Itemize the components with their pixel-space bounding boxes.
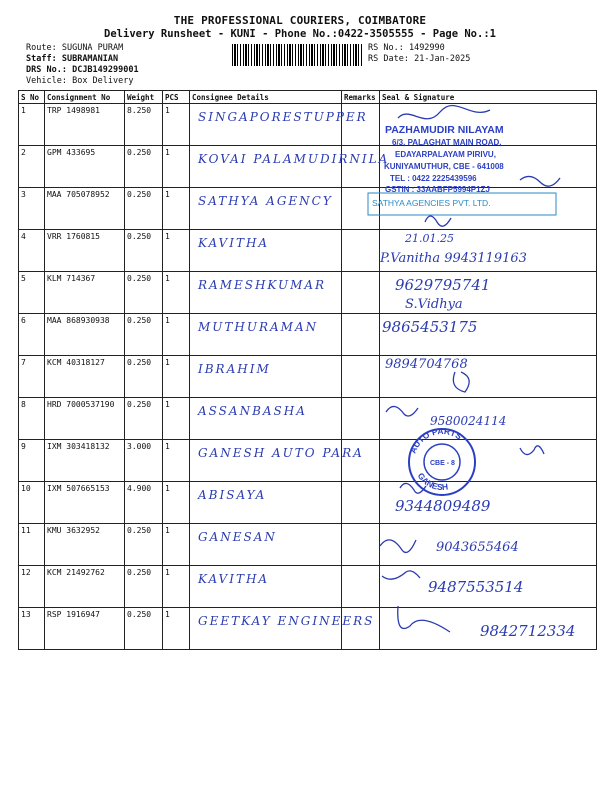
cell-weight: 0.250 xyxy=(125,230,163,272)
cell-pcs: 1 xyxy=(163,482,190,524)
cell-sno: 9 xyxy=(19,440,45,482)
drs-value: DCJB149299001 xyxy=(72,65,139,75)
consignee-handwritten: ASSANBASHA xyxy=(198,404,307,418)
rs-date-value: 21-Jan-2025 xyxy=(414,54,471,64)
rs-no-line: RS No.: 1492990 xyxy=(368,43,445,53)
cell-pcs: 1 xyxy=(163,188,190,230)
cell-pcs: 1 xyxy=(163,440,190,482)
cell-weight: 0.250 xyxy=(125,608,163,650)
hw-r5: 9629795741 xyxy=(395,276,491,294)
column-header-3: PCS xyxy=(163,91,190,104)
cell-sno: 5 xyxy=(19,272,45,314)
hw-r6: 9865453175 xyxy=(382,318,478,336)
column-header-5: Remarks xyxy=(342,91,380,104)
cell-pcs: 1 xyxy=(163,146,190,188)
cell-weight: 0.250 xyxy=(125,314,163,356)
hw-r11: 9043655464 xyxy=(436,540,519,555)
consignee-handwritten: GANESH AUTO PARA xyxy=(198,446,364,460)
rs-date-line: RS Date: 21-Jan-2025 xyxy=(368,54,471,64)
cell-pcs: 1 xyxy=(163,314,190,356)
column-header-4: Consignee Details xyxy=(190,91,342,104)
cell-cons: GPM 433695 xyxy=(45,146,125,188)
cell-pcs: 1 xyxy=(163,566,190,608)
cell-sno: 2 xyxy=(19,146,45,188)
cell-cons: IXM 507665153 xyxy=(45,482,125,524)
cell-sno: 11 xyxy=(19,524,45,566)
stamp-ganesh xyxy=(408,426,475,495)
stamp-palamudir-name: PAZHAMUDIR NILAYAM xyxy=(385,124,504,136)
stamp-palamudir-tel: TEL : 0422 2225439596 xyxy=(390,174,477,183)
cell-pcs: 1 xyxy=(163,104,190,146)
hw-r8: 9580024114 xyxy=(430,414,507,428)
cell-pcs: 1 xyxy=(163,524,190,566)
hw-r12: 9487553514 xyxy=(428,578,524,596)
cell-sno: 3 xyxy=(19,188,45,230)
stamp-sathya: SATHYA AGENCIES PVT. LTD. xyxy=(372,198,491,208)
cell-sno: 8 xyxy=(19,398,45,440)
consignee-handwritten: RAMESHKUMAR xyxy=(198,278,327,292)
hw-r4b: P.Vanitha 9943119163 xyxy=(380,251,527,266)
column-header-2: Weight xyxy=(125,91,163,104)
cell-cons: HRD 7000537190 xyxy=(45,398,125,440)
cell-sno: 12 xyxy=(19,566,45,608)
cell-cons: VRR 1760815 xyxy=(45,230,125,272)
cell-sno: 1 xyxy=(19,104,45,146)
cell-weight: 0.250 xyxy=(125,146,163,188)
consignee-handwritten: ABISAYA xyxy=(198,488,267,502)
company-title: THE PROFESSIONAL COURIERS, COIMBATORE xyxy=(173,14,427,27)
cell-pcs: 1 xyxy=(163,608,190,650)
cell-cons: KCM 40318127 xyxy=(45,356,125,398)
cell-sno: 4 xyxy=(19,230,45,272)
cell-weight: 4.900 xyxy=(125,482,163,524)
stamp-ganesh-center: CBE - 8 xyxy=(430,460,455,467)
cell-sno: 7 xyxy=(19,356,45,398)
cell-cons: TRP 1498981 xyxy=(45,104,125,146)
route-line: Route: SUGUNA PURAM xyxy=(26,43,124,53)
vehicle-line: Vehicle: Box Delivery xyxy=(26,76,134,86)
hw-r10: 9344809489 xyxy=(395,497,491,515)
consignee-handwritten: MUTHURAMAN xyxy=(198,320,319,334)
cell-cons: IXM 303418132 xyxy=(45,440,125,482)
cell-sno: 6 xyxy=(19,314,45,356)
hw-r4: 21.01.25 xyxy=(405,232,454,245)
cell-pcs: 1 xyxy=(163,230,190,272)
staff-value: SUBRAMANIAN xyxy=(61,54,119,64)
cell-weight: 0.250 xyxy=(125,272,163,314)
hw-r7: 9894704768 xyxy=(385,357,468,372)
column-header-0: S No xyxy=(19,91,45,104)
consignee-handwritten: GEETKAY ENGINEERS xyxy=(198,614,375,628)
cell-cons: MAA 868930938 xyxy=(45,314,125,356)
cell-sno: 10 xyxy=(19,482,45,524)
runsheet-title: Delivery Runsheet - KUNI - Phone No.:0422-3505555 - Page No.:1 xyxy=(104,28,496,40)
cell-cons: KCM 21492762 xyxy=(45,566,125,608)
cell-pcs: 1 xyxy=(163,356,190,398)
cell-weight: 8.250 xyxy=(125,104,163,146)
staff-line: Staff: SUBRAMANIAN xyxy=(26,54,119,64)
cell-pcs: 1 xyxy=(163,272,190,314)
drs-line: DRS No.: DCJB149299001 xyxy=(26,65,139,75)
cell-cons: KMU 3632952 xyxy=(45,524,125,566)
consignee-handwritten: KOVAI PALAMUDIRNILA xyxy=(198,152,390,166)
hw-r13: 9842712334 xyxy=(480,622,576,640)
cell-cons: RSP 1916947 xyxy=(45,608,125,650)
hw-r5b: S.Vidhya xyxy=(405,297,463,312)
stamp-palamudir-addr1: 6/3, PALAGHAT MAIN ROAD, xyxy=(392,138,502,147)
cell-weight: 0.250 xyxy=(125,188,163,230)
cell-pcs: 1 xyxy=(163,398,190,440)
cell-cons: KLM 714367 xyxy=(45,272,125,314)
column-header-6: Seal & Signature xyxy=(380,91,597,104)
cell-weight: 0.250 xyxy=(125,398,163,440)
consignee-handwritten: IBRAHIM xyxy=(198,362,271,376)
vehicle-value: Box Delivery xyxy=(72,76,134,86)
consignee-handwritten: GANESAN xyxy=(198,530,277,544)
stamp-palamudir-gstin: GSTIN : 33AABFP5994P1ZJ xyxy=(385,185,490,194)
stamp-palamudir-addr2: EDAYARPALAYAM PIRIVU, xyxy=(395,150,496,159)
route-value: SUGUNA PURAM xyxy=(61,43,124,53)
consignee-handwritten: KAVITHA xyxy=(198,572,270,586)
consignee-handwritten: SATHYA AGENCY xyxy=(198,194,333,208)
column-header-1: Consignment No xyxy=(45,91,125,104)
cell-weight: 0.250 xyxy=(125,356,163,398)
cell-weight: 0.250 xyxy=(125,524,163,566)
cell-weight: 3.000 xyxy=(125,440,163,482)
stamp-ganesh-top: AUTO PARTS xyxy=(407,425,464,455)
rs-no-value: 1492990 xyxy=(408,43,445,53)
cell-cons: MAA 705078952 xyxy=(45,188,125,230)
stamp-palamudir-addr3: KUNIYAMUTHUR, CBE - 641008 xyxy=(384,162,504,171)
stamp-ganesh-bottom: GANESH xyxy=(415,470,449,493)
cell-sno: 13 xyxy=(19,608,45,650)
consignee-handwritten: KAVITHA xyxy=(198,236,270,250)
svg-text:GANESH xyxy=(416,471,449,492)
cell-weight: 0.250 xyxy=(125,566,163,608)
consignee-handwritten: SINGAPORESTUPPER xyxy=(198,110,368,124)
